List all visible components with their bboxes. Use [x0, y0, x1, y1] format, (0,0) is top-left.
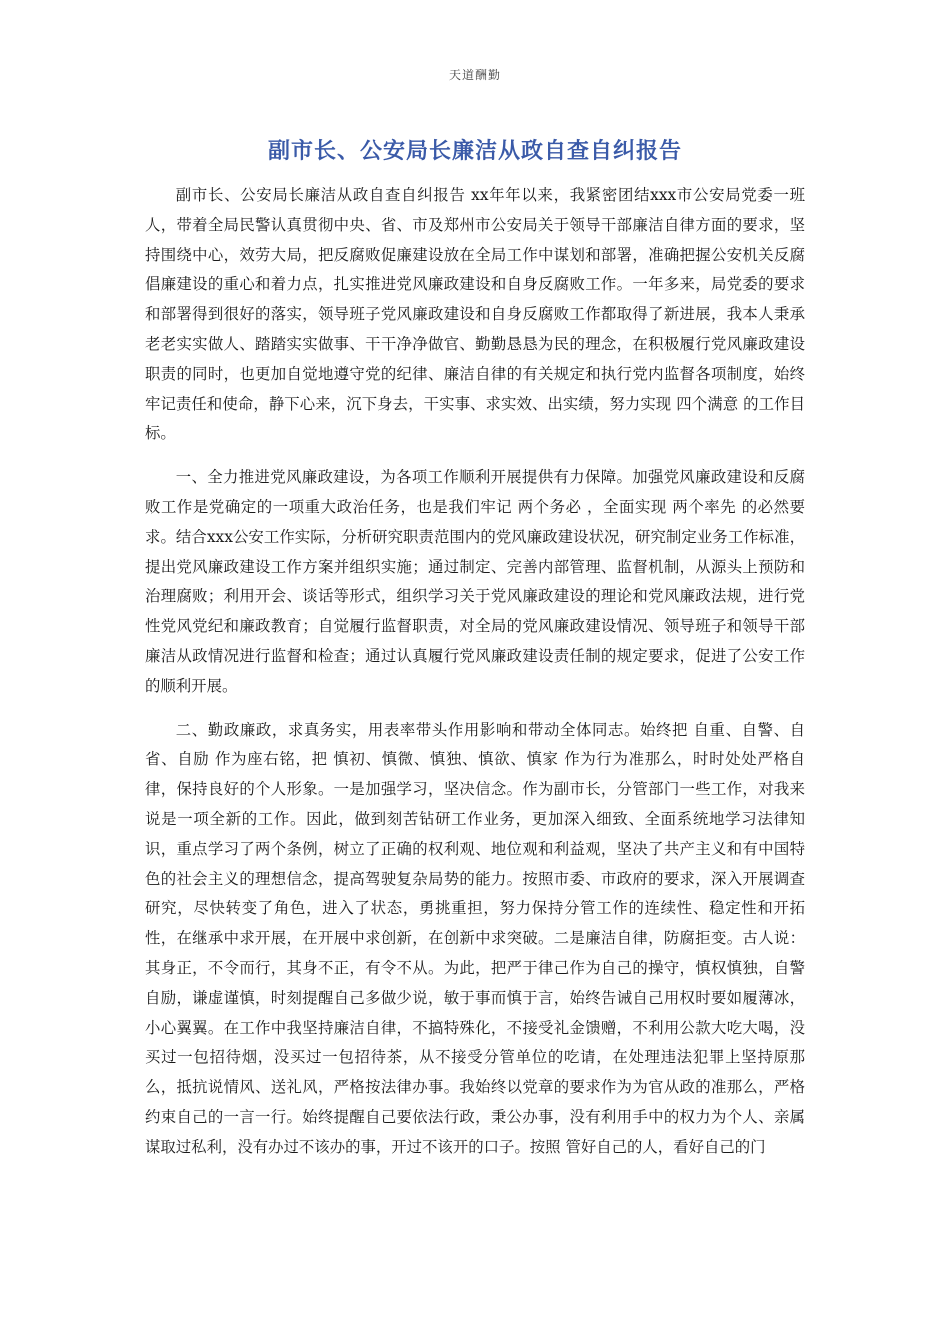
body-paragraph-intro: 副市长、公安局长廉洁从政自查自纠报告 xx年年以来，我紧密团结xxx市公安局党委一班人，带着全局民警认真贯彻中央、省、市及郑州市公安局关于领导干部廉洁自律方面的要求，坚持围绕中心，效劳大局，把反腐败促廉建设放在全局工作中谋划和部署，准确把握公安机关反腐倡廉建设的重心和着力点，扎实推进党风廉政建设和自身反腐败工作。一年多来，局党委的要求和部署得到很好的落实，领导班子党风廉政建设和自身反腐败工作都取得了新进展，我本人秉承老老实实做人、踏踏实实做事、干干净净做官、勤勤恳恳为民的理念，在积极履行党风廉政建设职责的同时，也更加自觉地遵守党的纪律、廉洁自律的有关规定和执行党内监督各项制度，始终牢记责任和使命，静下心来，沉下身去，干实事、求实效、出实绩，努力实现 四个满意 的工作目标。 [145, 186, 805, 443]
document-title: 副市长、公安局长廉洁从政自查自纠报告 [267, 139, 682, 164]
document-body [145, 181, 805, 1177]
header-watermark-text: 天道酬勤 [448, 68, 501, 82]
body-paragraph-section-one: 一、全力推进党风廉政建设，为各项工作顺利开展提供有力保障。加强党风廉政建设和反腐败工作是党确定的一项重大政治任务，也是我们牢记 两个务必 ，全面实现 两个率先 的必然要求。结合xxx公安工作实际，分析研究职责范围内的党风廉政建设状况，研究制定业务工作标准，提出党风廉政建设工作方案并组织实施；通过制定、完善内部管理、监督机制，从源头上预防和治理腐败；利用开会、谈话等形式，组织学习关于党风廉政建设的理论和党风廉政法规，进行党性党风党纪和廉政教育；自觉履行监督职责，对全局的党风廉政建设情况、领导班子和领导干部廉洁从政情况进行监督和检查；通过认真履行党风廉政建设责任制的规定要求，促进了公安工作的顺利开展。 [145, 468, 805, 695]
body-paragraph-section-two: 二、勤政廉政，求真务实，用表率带头作用影响和带动全体同志。始终把 自重、自警、自省、自励 作为座右铭，把 慎初、慎微、慎独、慎欲、慎家 作为行为准那么，时时处处严格自律，保持良好的个人形象。一是加强学习，坚决信念。作为副市长，分管部门一些工作，对我来说是一项全新的工作。因此，做到刻苦钻研工作业务，更加深入细致、全面系统地学习法律知识，重点学习了两个条例，树立了正确的权利观、地位观和利益观，坚决了共产主义和有中国特色的社会主义的理想信念，提高驾驶复杂局势的能力。按照市委、市政府的要求，深入开展调查研究，尽快转变了角色，进入了状态，勇挑重担，努力保持分管工作的连续性、稳定性和开拓性，在继承中求开展，在开展中求创新，在创新中求突破。二是廉洁自律，防腐拒变。古人说：其身正，不令而行，其身不正，有令不从。为此，把严于律己作为自己的操守，慎权慎独，自警自励，谦虚谨慎，时刻提醒自己多做少说，敏于事而慎于言，始终告诫自己用权时要如履薄冰，小心翼翼。在工作中我坚持廉洁自律，不搞特殊化，不接受礼金馈赠，不利用公款大吃大喝，没买过一包招待烟，没买过一包招待茶，从不接受分管单位的吃请，在处理违法犯罪上坚持原那么，抵抗说情风、送礼风，严格按法律办事。我始终以党章的要求作为为官从政的准那么，严格约束自己的一言一行。始终提醒自己要依法行政，秉公办事，没有利用手中的权力为个人、亲属谋取过私利，没有办过不该办的事，开过不该开的口子。按照 管好自己的人，看好自己的门 [145, 720, 805, 1156]
